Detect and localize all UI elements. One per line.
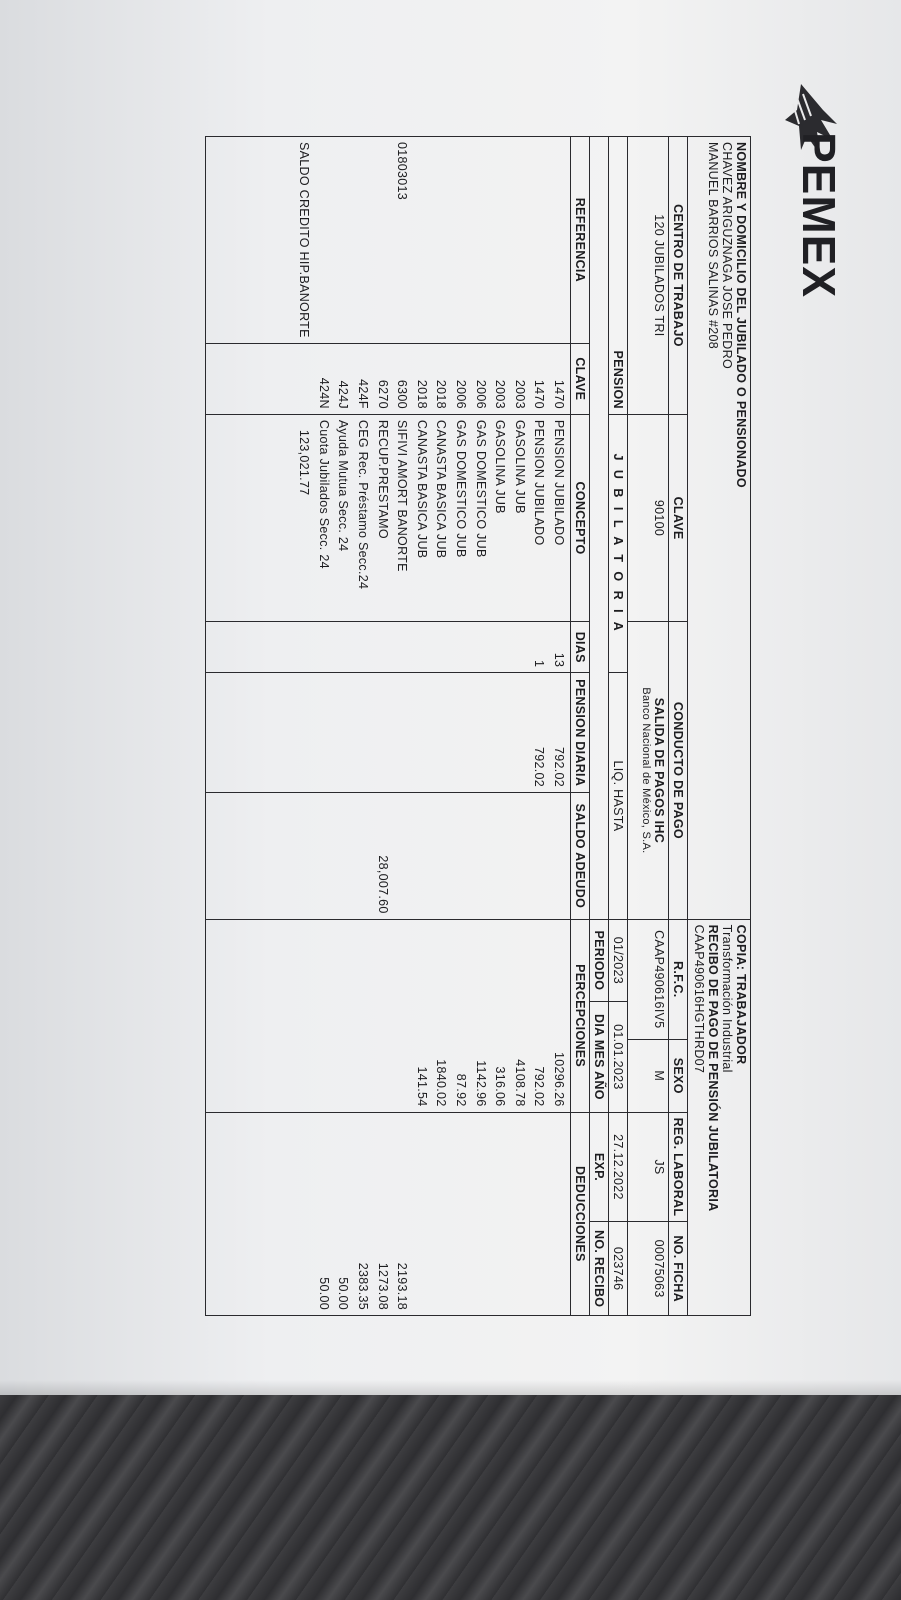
row-saldo [529, 798, 549, 914]
percepciones-column [206, 919, 571, 1112]
row-clave: 2018 [434, 379, 449, 409]
row-saldo [450, 798, 470, 914]
saldo-credito-value: 123,021.77 [297, 429, 312, 496]
row-referencia [411, 142, 431, 338]
col-referencia: REFERENCIA [571, 137, 590, 344]
row-pension-diaria [490, 678, 510, 787]
row-pension-diaria: 792.02 [532, 747, 547, 788]
row-saldo [490, 798, 510, 914]
row-clave: 2018 [414, 379, 429, 409]
value-reg-laboral: JS [628, 1112, 669, 1222]
value-pension-tipo: J U B I L A T O R I A [609, 414, 628, 672]
row-percepcion: 10296.26 [552, 1052, 566, 1107]
row-pension-diaria [509, 678, 529, 787]
row-concepto: PENSION JUBILADO [552, 419, 566, 546]
row-percepcion: 792.02 [532, 1066, 547, 1107]
label-clave: CLAVE [669, 414, 688, 621]
col-saldo-adeudo: SALDO ADEUDO [571, 793, 590, 920]
row-concepto: Cuota Jubilados Secc. 24 [316, 419, 331, 569]
row-deduccion [490, 1118, 510, 1310]
row-percepcion [392, 925, 412, 1107]
row-percepcion [372, 925, 392, 1107]
row-concepto: SIFIVI AMORT BANORTE [395, 419, 410, 572]
row-referencia [333, 142, 353, 338]
row-concepto: Ayuda Mutua Secc. 24 [336, 419, 351, 552]
row-pension-diaria [372, 678, 392, 787]
row-pension-diaria [333, 678, 353, 787]
row-clave: 2006 [473, 379, 488, 409]
row-clave: 424F [356, 379, 371, 409]
referencia-column [206, 137, 571, 344]
dias-column [206, 622, 571, 673]
row-dias [490, 627, 510, 667]
row-concepto: PENSION JUBILADO [532, 419, 547, 546]
row-clave: 1470 [552, 379, 566, 409]
clave-column [206, 343, 571, 414]
row-deduccion [529, 1118, 549, 1310]
row-dias [372, 627, 392, 667]
col-dias: DIAS [571, 622, 590, 673]
row-deduccion: 2193.18 [395, 1262, 410, 1310]
holder-label: NOMBRE Y DOMICILIO DEL JUBILADO O PENSIONADO [734, 142, 748, 488]
value-rfc: CAAP490616IV5 [628, 919, 669, 1039]
row-clave: 6300 [395, 379, 410, 409]
row-saldo [548, 798, 568, 914]
org-unit: Transformación Industrial [720, 924, 734, 1073]
row-pension-diaria [392, 678, 412, 787]
row-dias [470, 627, 490, 667]
row-deduccion [509, 1118, 529, 1310]
value-sexo: M [628, 1039, 669, 1112]
row-pension-diaria [431, 678, 451, 787]
row-percepcion: 4108.78 [512, 1059, 527, 1107]
value-fecha-exp: 27.12.2022 [609, 1112, 628, 1222]
row-clave: 2006 [454, 379, 469, 409]
col-deducciones: DEDUCCIONES [571, 1112, 590, 1315]
row-concepto: GASOLINA JUB [493, 419, 508, 514]
row-dias [392, 627, 412, 667]
value-centro: 120 JUBILADOS TRI [628, 137, 669, 415]
row-percepcion [313, 925, 333, 1107]
row-pension-diaria: 792.02 [552, 747, 566, 788]
row-referencia [352, 142, 372, 338]
row-deduccion [411, 1118, 431, 1310]
row-dias [411, 627, 431, 667]
receipt-table [205, 136, 751, 1316]
value-no-recibo: 023746 [609, 1222, 628, 1316]
row-dias: 1 [532, 660, 547, 668]
label-periodo: PERIODO [590, 919, 609, 1002]
row-percepcion: 87.92 [454, 1073, 469, 1107]
row-deduccion: 50.00 [316, 1277, 331, 1310]
row-saldo [313, 798, 333, 914]
label-dia-mes-ano: DIA MES AÑO [590, 1002, 609, 1112]
row-percepcion [333, 925, 353, 1107]
row-dias [450, 627, 470, 667]
label-liq-hasta: LIQ. HASTA [609, 673, 628, 919]
brand-name: PEMEX [793, 132, 845, 299]
copy-label: COPIA: TRABAJADOR [734, 924, 748, 1065]
row-referencia [509, 142, 529, 338]
row-pension-diaria [313, 678, 333, 787]
row-percepcion: 141.54 [414, 1066, 429, 1107]
row-concepto: CANASTA BASICA JUB [414, 419, 429, 559]
value-no-ficha: 00075063 [628, 1222, 669, 1316]
label-centro: CENTRO DE TRABAJO [669, 137, 688, 415]
row-pension-diaria [470, 678, 490, 787]
row-dias [313, 627, 333, 667]
row-concepto: CANASTA BASICA JUB [434, 419, 449, 559]
row-saldo: 28,007.60 [375, 855, 390, 914]
row-saldo [333, 798, 353, 914]
holder-address: MANUEL BARRIOS SALINAS #208 [706, 142, 720, 350]
pension-diaria-column [206, 673, 571, 793]
row-saldo [431, 798, 451, 914]
row-pension-diaria [450, 678, 470, 787]
row-deduccion: 2383.35 [356, 1262, 371, 1310]
row-referencia [450, 142, 470, 338]
col-clave: CLAVE [571, 343, 590, 414]
row-referencia [313, 142, 333, 338]
label-exp: EXP. [590, 1112, 609, 1222]
row-deduccion [470, 1118, 490, 1310]
row-dias: 13 [552, 652, 566, 668]
row-saldo [392, 798, 412, 914]
row-deduccion [431, 1118, 451, 1310]
row-concepto: GAS DOMESTICO JUB [454, 419, 469, 558]
row-referencia [490, 142, 510, 338]
value-clave: 90100 [628, 414, 669, 621]
col-pension-diaria: PENSION DIARIA [571, 673, 590, 793]
deducciones-column [206, 1112, 571, 1315]
value-conducto: SALIDA DE PAGOS IHC [652, 697, 666, 844]
row-dias [431, 627, 451, 667]
concepto-column [206, 414, 571, 621]
row-percepcion: 1840.02 [434, 1059, 449, 1107]
label-no-recibo: NO. RECIBO [590, 1222, 609, 1316]
row-referencia: 01803013 [395, 142, 410, 201]
col-concepto: CONCEPTO [571, 414, 590, 621]
row-dias [352, 627, 372, 667]
doc-title: RECIBO DE PAGO DE PENSIÓN JUBILATORIA [706, 924, 720, 1212]
value-fecha-periodo: 01.01.2023 [609, 1002, 628, 1112]
saldo-credito-label: SALDO CREDITO HIP.BANORTE [297, 142, 312, 338]
value-periodo: 01/2023 [609, 919, 628, 1002]
row-dias [333, 627, 353, 667]
row-concepto: GAS DOMESTICO JUB [473, 419, 488, 558]
col-percepciones: PERCEPCIONES [571, 919, 590, 1112]
floor-background [0, 1395, 901, 1600]
row-percepcion: 316.06 [493, 1066, 508, 1107]
row-saldo [411, 798, 431, 914]
row-referencia [548, 142, 568, 338]
row-clave: 424J [336, 380, 351, 409]
label-sexo: SEXO [669, 1039, 688, 1112]
row-referencia [372, 142, 392, 338]
row-percepcion: 1142.96 [473, 1060, 488, 1107]
row-clave: 2003 [493, 379, 508, 409]
holder-name: CHAVEZ ARIGUZNAGA JOSE PEDRO [720, 142, 734, 369]
label-conducto: CONDUCTO DE PAGO [669, 622, 688, 919]
row-referencia [529, 142, 549, 338]
row-saldo [470, 798, 490, 914]
row-referencia [470, 142, 490, 338]
row-deduccion: 50.00 [336, 1277, 351, 1310]
label-no-ficha: NO. FICHA [669, 1222, 688, 1316]
row-saldo [509, 798, 529, 914]
label-rfc: R.F.C. [669, 919, 688, 1039]
row-clave: 6270 [375, 379, 390, 409]
label-pension: PENSION [609, 137, 628, 415]
row-pension-diaria [352, 678, 372, 787]
row-concepto: RECUP.PRESTAMO [375, 419, 390, 539]
curp: CAAP490616HGTHRD07 [692, 924, 706, 1074]
row-pension-diaria [411, 678, 431, 787]
pension-receipt [60, 40, 901, 1360]
row-concepto: CEG Rec. Préstamo Secc.24 [356, 419, 371, 590]
row-deduccion [450, 1118, 470, 1310]
row-saldo [352, 798, 372, 914]
row-concepto: GASOLINA JUB [512, 419, 527, 514]
row-percepcion [352, 925, 372, 1107]
row-dias [509, 627, 529, 667]
label-reg-laboral: REG. LABORAL [669, 1112, 688, 1222]
value-banco: Banco Nacional de México, S.A. [640, 687, 652, 854]
row-clave: 2003 [512, 379, 527, 409]
row-deduccion [548, 1118, 568, 1310]
row-referencia [431, 142, 451, 338]
row-deduccion: 1273.08 [375, 1262, 390, 1310]
row-clave: 1470 [532, 379, 547, 409]
saldo-column [206, 793, 571, 920]
row-clave: 424N [316, 377, 331, 409]
